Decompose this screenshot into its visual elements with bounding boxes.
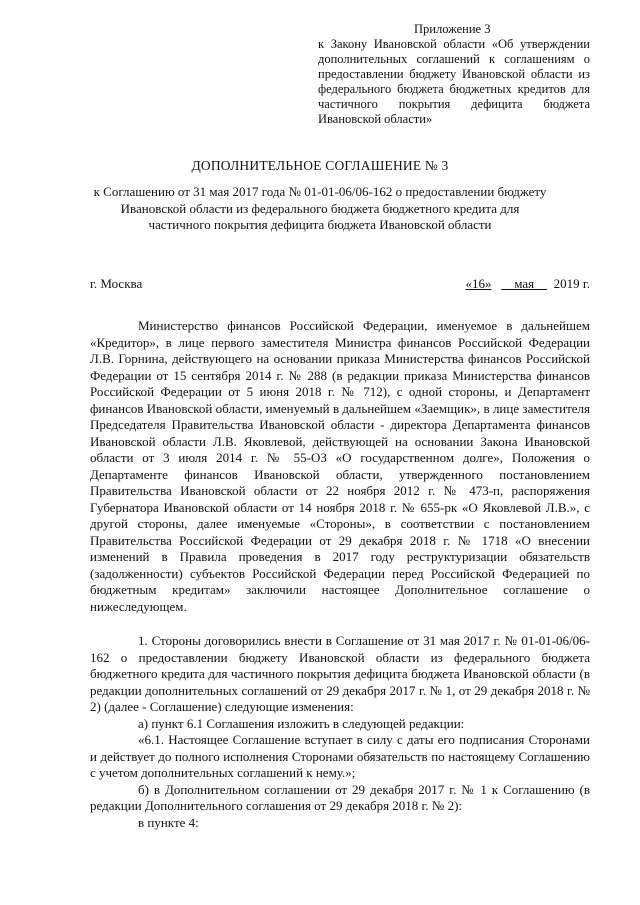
document-subtitle: к Соглашению от 31 мая 2017 года № 01-01-06/06-162 о предоставлении бюджету Ивановской области из федерального бюджета бюджетного кредита для частичного покрытия дефицита бюджета Ивановской области xyxy=(93,184,547,232)
signing-date xyxy=(465,276,590,292)
item-a-paragraph: а) пункт 6.1 Соглашения изложить в следующей редакции: xyxy=(138,715,465,731)
date-month: мая xyxy=(514,276,535,291)
annex-block xyxy=(318,22,590,127)
amendments-section xyxy=(90,633,590,831)
item-1-paragraph: 1. Стороны договорились внести в Соглашение от 31 мая 2017 г. № 01-01-06/06-162 о предоставлении бюджету Ивановской области из федерального бюджета бюджетного кредита для частичного покрытия дефицита бюджета Ивановской области (в редакции дополнительных соглашений от 29 декабря 2017 г. № 1, от 29 декабря 2018 г. № 2) (далее - Соглашение) следующие изменения: xyxy=(90,633,590,714)
date-year: 2019 г. xyxy=(553,276,590,291)
preamble-paragraph: Министерство финансов Российской Федерации, именуемое в дальнейшем «Кредитор», в лице первого заместителя Министра финансов Российской Федерации Л.В. Горнина, действующего на основании приказа Министерства финансов Российской Федерации от 15 сентября 2014 г. № 288 (в редакции приказа Министерства финансов Российской Федерации от 5 июня 2018 г. № 712), с одной стороны, и Департамент финансов Ивановской области, именуемый в дальнейшем «Заемщик», в лице заместителя Председателя Правительства Ивановской области - директора Департамента финансов Ивановской области Л.В. Яковлевой, действующей на основании Закона Ивановской области от 3 июля 2014 г. № 55-ОЗ «О государственном долге», Положения о Департаменте финансов Ивановской области, утвержденного постановлением Правительства Ивановской области от 22 ноября 2012 г. № 473-п, распоряжения Губернатора Ивановской области от 14 ноября 2018 г. № 655-рк «О Яковлевой Л.В.», с другой стороны, далее именуемые «Стороны», в соответствии с постановлением Правительства Российской Федерации от 29 декабря 2018 г. № 1718 «О внесении изменений в Правила проведения в 2017 году реструктуризации обязательств (задолженности) субъектов Российской Федерации перед Российской Федерацией по бюджетным кредитам» заключили настоящее Дополнительное соглашение о нижеследующем. xyxy=(90,318,590,614)
quote-6-1-paragraph: «6.1. Настоящее Соглашение вступает в силу с даты его подписания Сторонами и действует до полного исполнения Сторонами обязательств по настоящему Соглашению с учетом дополнительных соглашений к нему.»; xyxy=(90,732,590,780)
document-title: ДОПОЛНИТЕЛЬНОЕ СОГЛАШЕНИЕ № 3 xyxy=(191,158,449,173)
item-b-paragraph: б) в Дополнительном соглашении от 29 декабря 2017 г. № 1 к Соглашению (в редакции Дополнительного соглашения от 29 декабря 2018 г. № 2): xyxy=(90,781,590,813)
city: г. Москва xyxy=(90,276,143,291)
item-b-point-paragraph: в пункте 4: xyxy=(138,814,199,830)
preamble-section xyxy=(90,318,590,615)
annex-text: к Закону Ивановской области «Об утверждении дополнительных соглашений к соглашениям о предоставлении бюджету Ивановской области из федерального бюджета бюджетных кредитов для частичного покрытия дефицита бюджета Ивановской области» xyxy=(318,37,590,126)
annex-header: Приложение 3 xyxy=(414,22,491,36)
date-day: «16» xyxy=(465,276,492,291)
